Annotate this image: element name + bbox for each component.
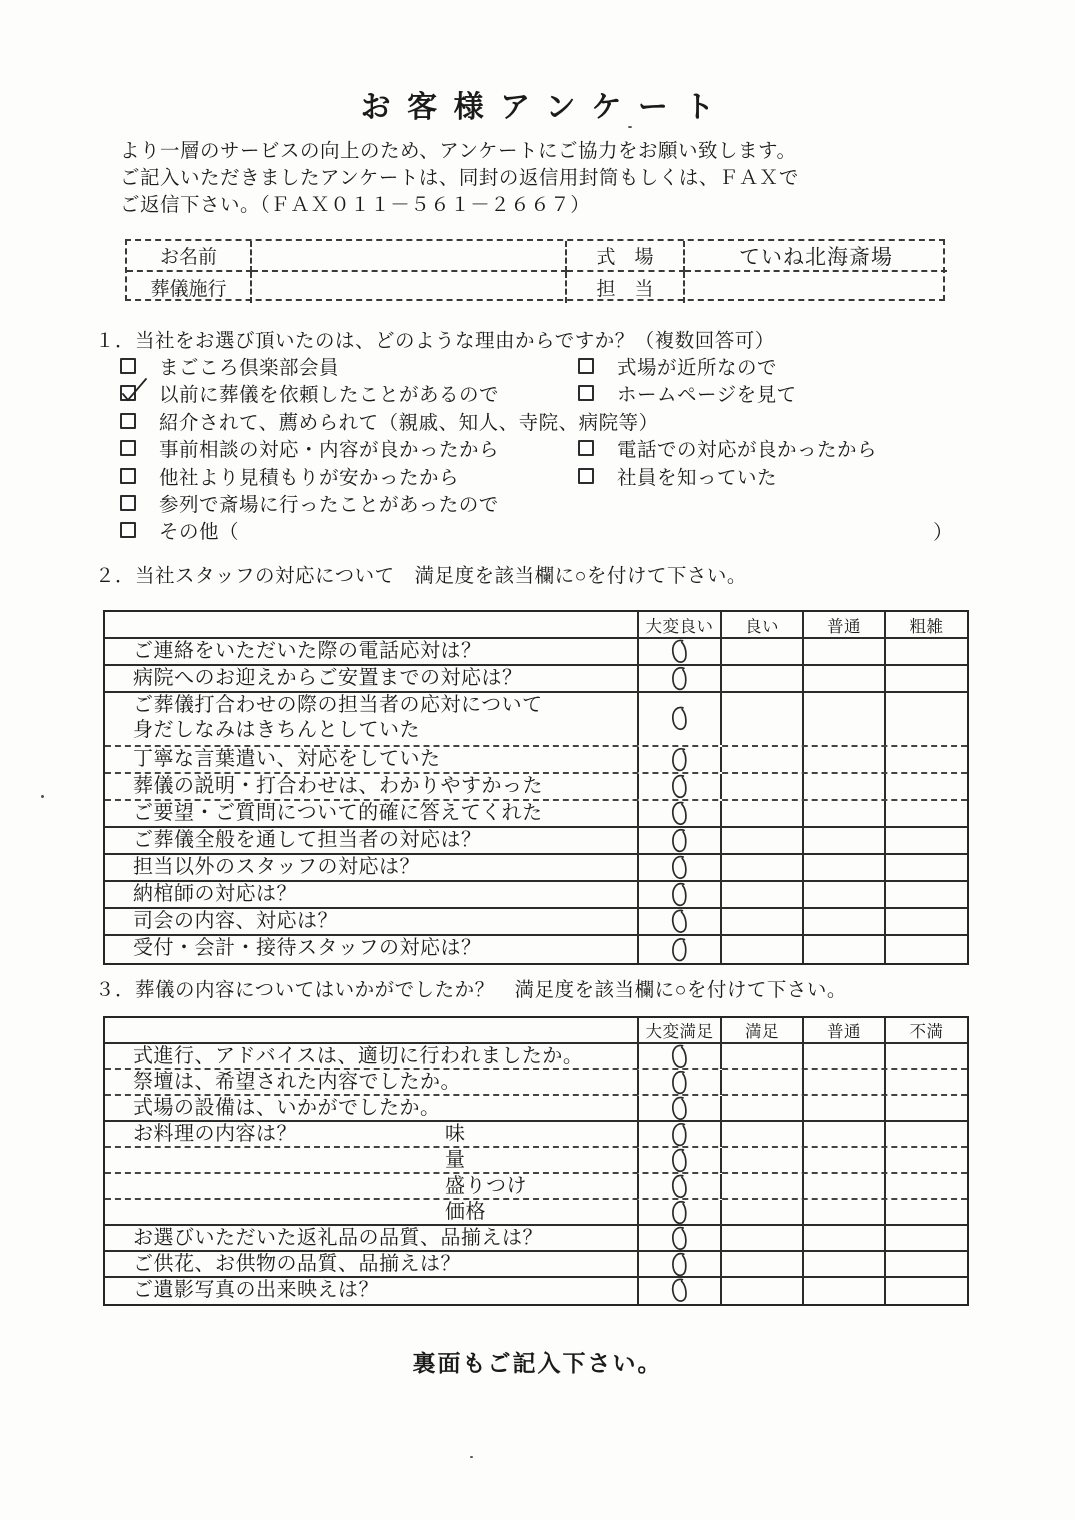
question-prefix: お料理の内容は？ [133,1123,297,1145]
answer-cell[interactable] [720,1174,802,1199]
answer-cell[interactable] [637,1200,720,1225]
question-label: お選びいただいた返礼品の品質、品揃えは？ [133,1227,543,1249]
q1-option [95,434,553,462]
table-row [105,936,967,963]
answer-cell[interactable] [884,666,967,691]
question-label: 病院へのお迎えからご安置までの対応は？ [133,667,523,689]
service-field[interactable] [252,272,567,303]
page-title: お客様アンケート [360,91,731,124]
scan-speck [41,795,44,798]
table-row [105,1096,967,1122]
table-row [105,1200,967,1226]
question-label: 価格 [445,1201,486,1223]
answer-cell[interactable] [637,801,720,826]
scan-speck [628,126,632,128]
answer-cell[interactable] [637,1174,720,1199]
answer-cell[interactable] [637,828,720,853]
q1-option-checkbox[interactable] [120,358,136,374]
answer-cell[interactable] [802,1278,884,1304]
name-label: お名前 [127,241,252,272]
circle-mark-icon [668,1069,688,1097]
answer-cell[interactable] [884,828,967,853]
q1-option [553,352,985,380]
answer-cell[interactable] [637,909,720,934]
answer-cell[interactable] [720,828,802,853]
answer-cell[interactable] [802,1148,884,1173]
answer-cell[interactable] [720,1044,802,1069]
answer-cell[interactable] [720,909,802,934]
answer-cell[interactable] [720,666,802,691]
answer-cell[interactable] [884,1148,967,1173]
table-row [105,1070,967,1096]
question-label: 司会の内容、対応は？ [133,910,338,932]
answer-cell[interactable] [720,882,802,907]
answer-cell[interactable] [884,1226,967,1251]
answer-cell[interactable] [802,1200,884,1225]
q1-option [553,434,985,462]
answer-cell[interactable] [720,693,802,745]
answer-cell[interactable] [720,855,802,880]
answer-cell[interactable] [637,666,720,691]
question-label: ご遺影写真の出来映えは？ [133,1279,379,1301]
header-blank-cell [105,1018,637,1042]
circle-mark-icon [668,705,688,733]
answer-cell[interactable] [802,909,884,934]
q1-option-label: 他社より見積もりが安かったから [159,466,460,489]
q1-option-label: まごころ倶楽部会員 [159,357,340,379]
answer-cell[interactable] [802,936,884,963]
answer-cell[interactable] [720,1122,802,1147]
circle-mark-icon [668,746,688,774]
answer-cell[interactable] [884,693,967,745]
q1-option-checkbox[interactable] [578,468,594,484]
staff-label: 担 当 [567,272,685,303]
question-label: 式進行、アドバイスは、適切に行われましたか。 [133,1045,584,1067]
table-row [105,1174,967,1200]
answer-cell[interactable] [884,909,967,934]
question-cell [105,666,637,691]
answer-cell[interactable] [720,1252,802,1277]
answer-cell[interactable] [884,1122,967,1147]
table-row [105,1148,967,1174]
table-row [105,828,967,855]
answer-cell[interactable] [802,1226,884,1251]
question-cell [105,828,637,853]
answer-cell[interactable] [720,1070,802,1095]
table-row [105,1122,967,1148]
rating-column-header: 満足 [720,1018,802,1042]
footer-note: 裏面もご記入下さい。 [412,1350,663,1376]
circle-mark-icon [668,881,688,909]
q1-option [95,462,553,490]
circle-mark-icon [668,1173,688,1201]
table-header-row [105,612,967,639]
table-row [105,1278,967,1304]
q1-option-row [95,352,985,379]
answer-cell[interactable] [720,936,802,963]
answer-cell[interactable] [637,936,720,963]
answer-cell[interactable] [720,1200,802,1225]
answer-cell[interactable] [637,882,720,907]
circle-mark-icon [668,1199,688,1227]
question-cell [105,1044,637,1069]
answer-cell[interactable] [802,666,884,691]
question-label: 祭壇は、希望された内容でしたか。 [133,1071,461,1093]
q1-option-label: その他（ [159,521,240,544]
question-label: ご葬儀全般を通して担当者の対応は？ [133,829,482,851]
circle-mark-icon [668,854,688,882]
scan-speck [470,1456,473,1458]
q1-option-row [95,516,985,543]
q1-option [95,407,659,435]
q1-option-row [95,462,985,489]
intro-line-2: ご記入いただきましたアンケートは、同封の返信用封筒もしくは、ＦＡＸで [120,167,799,189]
table-row [105,1252,967,1278]
answer-cell[interactable] [802,774,884,799]
answer-cell[interactable] [637,1148,720,1173]
q1-option-row [95,407,985,434]
answer-cell[interactable] [802,828,884,853]
question-cell [105,882,637,907]
question-cell [105,1174,637,1199]
table-row [105,774,967,801]
q1-option-row [95,434,985,461]
question-cell [105,1122,637,1147]
answer-cell[interactable] [637,1044,720,1069]
circle-mark-icon [668,1277,688,1305]
answer-cell[interactable] [637,693,720,745]
question-cell [105,639,637,664]
question-label: 納棺師の対応は？ [133,883,297,905]
question-label: 丁寧な言葉遣い、対応をしていた [133,748,441,770]
staff-field[interactable] [685,272,947,303]
circle-mark-icon [668,908,688,936]
answer-cell[interactable] [637,855,720,880]
q1-option-label: 参列で斎場に行ったことがあったので [159,493,499,516]
table-row [105,909,967,936]
question-label: ご連絡をいただいた際の電話応対は？ [133,640,482,662]
answer-cell[interactable] [802,1096,884,1121]
question-label: ご供花、お供物の品質、品揃えは？ [133,1253,461,1275]
question-label: 葬儀の説明・打合わせは、わかりやすかった [133,775,543,797]
circle-mark-icon [668,1095,688,1123]
table-row [105,666,967,693]
rating-column-header: 良い [720,612,802,637]
q1-option [95,379,553,407]
answer-cell[interactable] [884,855,967,880]
answer-cell[interactable] [637,1252,720,1277]
content-rating-table [103,1016,969,1306]
header-blank-cell [105,612,637,637]
question-label: 盛りつけ [445,1175,527,1197]
rating-column-header: 普通 [802,1018,884,1042]
answer-cell[interactable] [884,1278,967,1304]
table-row [105,1044,967,1070]
answer-cell[interactable] [637,1278,720,1304]
answer-cell[interactable] [884,774,967,799]
q1-option [95,489,553,517]
q1-option-checkbox[interactable] [578,358,594,374]
q1-option-checkbox[interactable] [120,495,136,511]
q1-option [553,379,985,407]
q1-option-row [95,489,985,516]
answer-cell[interactable] [720,639,802,664]
answer-cell[interactable] [720,1278,802,1304]
q1-option [553,462,985,490]
q1-option-label: ホームページを見て [617,384,797,407]
question-cell [105,774,637,799]
service-label: 葬儀施行 [127,272,252,303]
question-label: 身だしなみはきちんとしていた [133,719,420,741]
answer-cell[interactable] [802,639,884,664]
answer-cell[interactable] [884,747,967,772]
circle-mark-icon [668,827,688,855]
answer-cell[interactable] [802,1070,884,1095]
q1-heading: １．当社をお選び頂いたのは、どのような理由からですか？（複数回答可） [95,330,775,352]
question-cell [105,1200,637,1225]
q1-option-checkbox[interactable] [120,413,136,429]
circle-mark-icon [668,800,688,828]
name-field[interactable] [252,241,567,272]
venue-value: ていね北海斎場 [685,241,947,272]
question-cell [105,693,637,745]
question-cell [105,909,637,934]
answer-cell[interactable] [637,639,720,664]
question-label: 味 [445,1123,466,1145]
question-label: 式場の設備は、いかがでしたか。 [133,1097,441,1119]
circle-mark-icon [668,1225,688,1253]
intro-line-1: より一層のサービスの向上のため、アンケートにご協力をお願い致します。 [120,140,797,162]
q1-option-label: 紹介されて、薦められて（親戚、知人、寺院、病院等） [159,411,659,434]
answer-cell[interactable] [884,1200,967,1225]
q1-option-label: 式場が近所なので [617,357,778,379]
rating-column-header: 大変良い [637,612,720,637]
circle-mark-icon [668,1251,688,1279]
answer-cell[interactable] [720,1096,802,1121]
answer-cell[interactable] [884,1070,967,1095]
answer-cell[interactable] [802,801,884,826]
question-cell [105,855,637,880]
answer-cell[interactable] [637,1070,720,1095]
question-cell [105,1226,637,1251]
answer-cell[interactable] [802,747,884,772]
table-row [105,801,967,828]
q2-heading: ２．当社スタッフの対応について 満足度を該当欄に○を付けて下さい。 [95,565,747,587]
staff-rating-table [103,610,969,965]
venue-label: 式 場 [567,241,685,272]
circle-mark-icon [668,773,688,801]
q1-option-label: 社員を知っていた [617,466,778,489]
answer-cell[interactable] [884,936,967,963]
answer-cell[interactable] [802,1252,884,1277]
intro-line-3: ご返信下さい。（ＦＡＸ０１１－５６１－２６６７） [120,194,591,216]
table-row [105,639,967,666]
question-cell [105,801,637,826]
question-cell [105,747,637,772]
question-label: 担当以外のスタッフの対応は？ [133,856,420,878]
answer-cell[interactable] [802,855,884,880]
rating-column-header: 不満 [884,1018,967,1042]
answer-cell[interactable] [802,1122,884,1147]
answer-cell[interactable] [884,639,967,664]
answer-cell[interactable] [884,1174,967,1199]
answer-cell[interactable] [884,1096,967,1121]
question-label: 量 [445,1149,466,1171]
answer-cell[interactable] [637,747,720,772]
circle-mark-icon [668,1121,688,1149]
answer-cell[interactable] [802,1174,884,1199]
q1-option [95,516,553,544]
answer-cell[interactable] [802,693,884,745]
q1-option-row [95,379,985,406]
question-cell [105,1070,637,1095]
answer-cell[interactable] [720,774,802,799]
q1-option [95,352,553,380]
table-row [105,1226,967,1252]
table-header-row [105,1018,967,1044]
question-label: ご要望・ご質問について的確に答えてくれた [133,802,543,824]
q3-heading: ３．葬儀の内容についてはいかがでしたか？ 満足度を該当欄に○を付けて下さい。 [95,979,847,1001]
answer-cell[interactable] [637,1096,720,1121]
rating-column-header: 普通 [802,612,884,637]
q1-option-label: 事前相談の対応・内容が良かったから [159,439,500,462]
q1-option-checkbox[interactable] [120,468,136,484]
intro-text [120,138,980,219]
answer-cell[interactable] [802,1044,884,1069]
answer-cell[interactable] [884,1252,967,1277]
q1-options [95,352,985,544]
circle-mark-icon [668,1147,688,1175]
question-cell [105,1252,637,1277]
q1-option-label: 電話での対応が良かったから [617,439,878,462]
circle-mark-icon [668,936,688,964]
answer-cell[interactable] [884,882,967,907]
q1-option-checkbox[interactable] [120,385,136,401]
q1-option-label: 以前に葬儀を依頼したことがあるので [159,384,500,407]
answer-cell[interactable] [802,882,884,907]
question-cell [105,936,637,963]
q1-option-checkbox[interactable] [578,440,594,456]
q1-other-close-paren: ） [933,522,953,545]
answer-cell[interactable] [884,801,967,826]
answer-cell[interactable] [720,801,802,826]
table-row [105,747,967,774]
rating-column-header: 大変満足 [637,1018,720,1042]
table-row [105,693,967,747]
rating-column-header: 粗雑 [884,612,967,637]
answer-cell[interactable] [637,1122,720,1147]
question-label: ご葬儀打合わせの際の担当者の応対について [133,694,543,716]
answer-cell[interactable] [720,1148,802,1173]
question-cell [105,1096,637,1121]
table-row [105,855,967,882]
answer-cell[interactable] [637,774,720,799]
table-row [105,882,967,909]
q1-option-checkbox[interactable] [120,522,136,538]
q1-option-checkbox[interactable] [120,440,136,456]
answer-cell[interactable] [720,747,802,772]
circle-mark-icon [668,1043,688,1071]
question-cell [105,1278,637,1304]
q1-option-checkbox[interactable] [578,385,594,401]
answer-cell[interactable] [884,1044,967,1069]
question-label: 受付・会計・接待スタッフの対応は？ [133,937,482,959]
circle-mark-icon [668,638,688,666]
question-cell [105,1148,637,1173]
circle-mark-icon [668,665,688,693]
respondent-info-box [125,239,945,301]
check-mark-icon [118,373,152,405]
answer-cell[interactable] [637,1226,720,1251]
answer-cell[interactable] [720,1226,802,1251]
